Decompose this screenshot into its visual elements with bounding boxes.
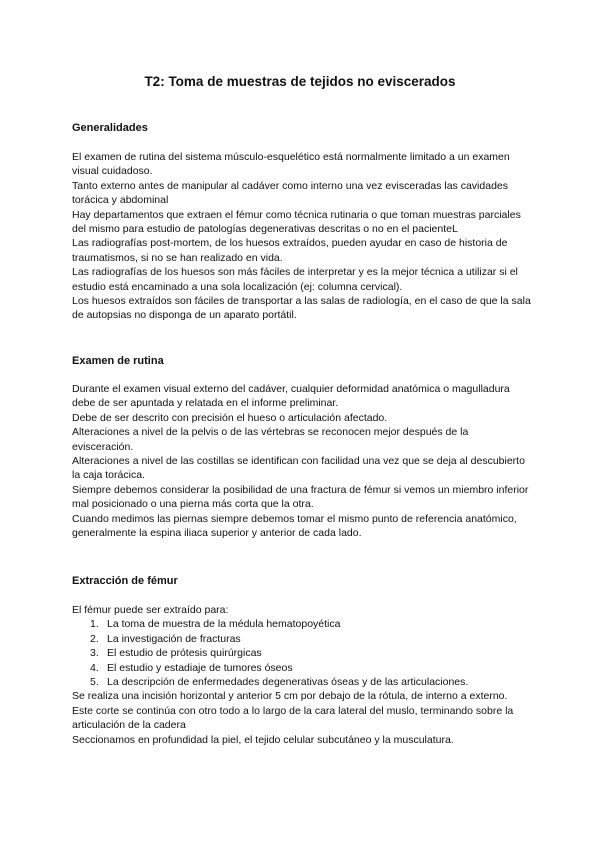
- paragraph: Siempre debemos considerar la posibilidad de una fractura de fémur si vemos un miembro inferior mal posicionado o una pierna más corta que la otra.: [72, 483, 529, 511]
- paragraph: Seccionamos en profundidad la piel, el tejido celular subcutáneo y la musculatura.: [72, 733, 454, 746]
- paragraph: Durante el examen visual externo del cadáver, cualquier deformidad anatómica o magulladura debe de ser apuntada y relatada en el informe preliminar.: [72, 383, 510, 410]
- list-number: 2.: [90, 632, 99, 645]
- paragraph: Alteraciones a nivel de las costillas se identifican con facilidad una vez que se deja al descubierto la caja torácica.: [72, 455, 525, 482]
- list-item-text: El estudio y estadiaje de tumores óseos: [107, 661, 293, 674]
- list-item: [72, 646, 532, 660]
- section-heading-generalidades: Generalidades: [72, 122, 148, 134]
- section-body-examen-de-rutina: [72, 382, 532, 540]
- list-item-text: El estudio de prótesis quirúrgicas: [107, 647, 262, 660]
- paragraph: Las radiografías post-mortem, de los huesos extraídos, pueden ayudar en caso de historia de traumatismos, si no se han realizado en vida.: [72, 237, 508, 264]
- list-number: 5.: [90, 676, 99, 689]
- list-number: 1.: [90, 618, 99, 631]
- list-item-text: La descripción de enfermedades degenerativas óseas y de las articulaciones.: [107, 676, 469, 689]
- paragraph: Las radiografías de los huesos son más fáciles de interpretar y es la mejor técnica a utilizar si el estudio está encaminado a una sola localización (ej: columna cervical).: [72, 266, 518, 293]
- paragraph: Se realiza una incisión horizontal y anterior 5 cm por debajo de la rótula, de interno a externo.: [72, 690, 508, 703]
- list-item: [72, 617, 532, 631]
- list-item: [72, 632, 532, 646]
- paragraph: Alteraciones a nivel de la pelvis o de las vértebras se reconocen mejor después de la evisceración.: [72, 426, 469, 453]
- paragraph: Tanto externo antes de manipular al cadáver como interno una vez evisceradas las cavidades torácica y abdominal: [72, 179, 509, 207]
- section-heading-examen-de-rutina: Examen de rutina: [72, 355, 164, 367]
- document-title: T2: Toma de muestras de tejidos no eviscerados: [144, 74, 456, 89]
- list-item: [72, 675, 532, 689]
- list-number: 4.: [90, 661, 99, 674]
- section-heading-extraccion-de-femur: Extracción de fémur: [72, 575, 178, 587]
- paragraph: Cuando medimos las piernas siempre debemos tomar el mismo punto de referencia anatómico, generalmente la espina iliaca superior y anterior de cada lado.: [72, 512, 517, 540]
- list-item-text: La toma de muestra de la médula hematopoyética: [107, 618, 341, 631]
- paragraph: El examen de rutina del sistema músculo-esquelético está normalmente limitado a un examen visual cuidadoso.: [72, 151, 510, 178]
- paragraph: Debe de ser descrito con precisión el hueso o articulación afectado.: [72, 411, 388, 424]
- numbered-list: [72, 617, 532, 689]
- paragraph: Este corte se continúa con otro todo a lo largo de la cara lateral del muslo, terminando sobre la articulación de la cadera: [72, 704, 514, 732]
- paragraph: Hay departamentos que extraen el fémur como técnica rutinaria o que toman muestras parciales del mismo para estudio de patologías degenerativas descritas o no en el pacienteL: [72, 208, 521, 236]
- list-item: [72, 661, 532, 675]
- paragraph: Los huesos extraídos son fáciles de transportar a las salas de radiología, en el caso de que la sala de autopsias no disponga de un aparato portátil.: [72, 295, 531, 322]
- list-number: 3.: [90, 647, 99, 660]
- section-body-generalidades: [72, 150, 532, 323]
- section-body-extraccion-de-femur: [72, 603, 532, 747]
- paragraph: El fémur puede ser extraído para:: [72, 604, 229, 616]
- list-item-text: La investigación de fracturas: [107, 632, 241, 645]
